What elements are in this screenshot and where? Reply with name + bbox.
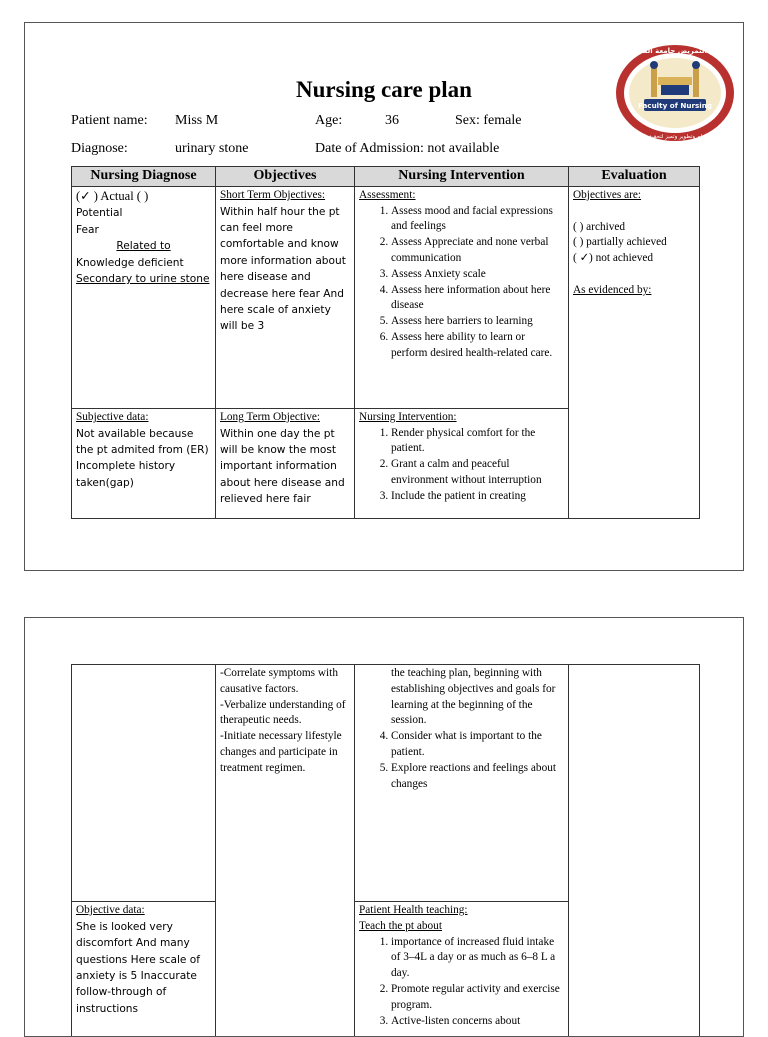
sex-text: Sex: female bbox=[455, 113, 521, 129]
intervention-continued-list bbox=[359, 729, 564, 792]
header-nursing-intervention: Nursing Intervention bbox=[355, 167, 569, 187]
evaluation-archived: ( ) archived bbox=[573, 220, 695, 236]
intervention-cell bbox=[355, 408, 569, 518]
health-teaching-item: 2. Promote regular activity and exercise program. bbox=[391, 982, 564, 1014]
health-teaching-subheading: Teach the pt about bbox=[359, 919, 564, 935]
subjective-heading: Subjective data: bbox=[76, 410, 211, 426]
objectives-cell-continued bbox=[216, 665, 355, 1037]
health-teaching-item: 3. Active-listen concerns about bbox=[391, 1014, 564, 1030]
health-teaching-list bbox=[359, 935, 564, 1030]
faculty-of-nursing-logo bbox=[614, 43, 736, 143]
assessment-item: 3. Assess Anxiety scale bbox=[391, 267, 564, 283]
assessment-item: 6. Assess here ability to learn or perform desired health-related care. bbox=[391, 330, 564, 362]
diagnose-cell-continued bbox=[72, 665, 216, 902]
subjective-text: Not available because the pt admited from (ER) Incomplete history taken(gap) bbox=[76, 426, 211, 492]
intervention-cell-continued bbox=[355, 665, 569, 902]
header-objectives: Objectives bbox=[216, 167, 355, 187]
patient-name-value: Miss M bbox=[175, 113, 218, 129]
objective-continued-item: -Verbalize understanding of therapeutic needs. bbox=[220, 698, 350, 730]
evaluation-cell-continued bbox=[569, 665, 700, 1037]
assessment-cell bbox=[355, 186, 569, 408]
objective-continued-item: -Initiate necessary lifestyle changes and participate in treatment regimen. bbox=[220, 729, 350, 776]
intervention-item: 5. Explore reactions and feelings about changes bbox=[391, 761, 564, 793]
diagnose-label: Diagnose: bbox=[71, 141, 128, 157]
assessment-list bbox=[359, 204, 564, 362]
evaluation-cell bbox=[569, 186, 700, 518]
intervention-heading: Nursing Intervention: bbox=[359, 410, 564, 426]
diagnose-fear: Fear bbox=[76, 222, 211, 238]
document-page-2 bbox=[24, 617, 744, 1037]
evidenced-by: As evidenced by: bbox=[573, 283, 695, 299]
objective-continued-item: -Correlate symptoms with causative factors. bbox=[220, 666, 350, 698]
long-term-cell bbox=[216, 408, 355, 518]
evaluation-partially: ( ) partially achieved bbox=[573, 235, 695, 251]
health-teaching-item: 1. importance of increased fluid intake of 3–4L a day or as much as 6–8 L a day. bbox=[391, 935, 564, 982]
age-value: 36 bbox=[385, 113, 399, 129]
short-term-heading: Short Term Objectives: bbox=[220, 188, 350, 204]
assessment-item: 2. Assess Appreciate and none verbal communication bbox=[391, 235, 564, 267]
diagnose-cell bbox=[72, 186, 216, 408]
related-to-label: Related to bbox=[76, 238, 211, 254]
objective-data-text: She is looked very discomfort And many questions Here scale of anxiety is 5 Inaccurate follow-through of instructions bbox=[76, 919, 211, 1017]
care-plan-table bbox=[71, 166, 700, 519]
intervention-item: 4. Consider what is important to the patient. bbox=[391, 729, 564, 761]
long-term-text: Within one day the pt will be know the most important information about here disease and relieved here fair bbox=[220, 426, 350, 508]
admission-date: Date of Admission: not available bbox=[315, 141, 499, 157]
document-page-1 bbox=[24, 22, 744, 571]
objective-data-heading: Objective data: bbox=[76, 903, 211, 919]
assessment-heading: Assessment: bbox=[359, 188, 564, 204]
svg-text:كلية التمريض جامعة القاهرة: كلية التمريض جامعة القاهرة bbox=[627, 47, 725, 55]
patient-name-label: Patient name: bbox=[71, 113, 148, 129]
short-term-cell bbox=[216, 186, 355, 408]
care-plan-table-continued bbox=[71, 664, 700, 1037]
health-teaching-cell bbox=[355, 902, 569, 1037]
diagnose-value: urinary stone bbox=[175, 141, 248, 157]
header-evaluation: Evaluation bbox=[569, 167, 700, 187]
assessment-item: 1. Assess mood and facial expressions and feelings bbox=[391, 204, 564, 236]
evaluation-heading: Objectives are: bbox=[573, 188, 695, 204]
intervention-list bbox=[359, 426, 564, 505]
assessment-item: 4. Assess here information about here disease bbox=[391, 283, 564, 315]
intervention-item: 3. Include the patient in creating bbox=[391, 489, 564, 505]
intervention-item: 1. Render physical comfort for the patient. bbox=[391, 426, 564, 458]
evaluation-not-achieved: ( ✓) not achieved bbox=[573, 251, 695, 267]
age-label: Age: bbox=[315, 113, 342, 129]
diagnose-potential: Potential bbox=[76, 205, 211, 221]
header-nursing-diagnose: Nursing Diagnose bbox=[72, 167, 216, 187]
svg-text:منارة علم وتطوير وتميز لتحقيق: منارة علم وتطوير وتميز لتحقيق الجودة bbox=[631, 134, 719, 140]
secondary-to: Secondary to urine stone bbox=[76, 271, 211, 287]
page-title: Nursing care plan bbox=[25, 77, 743, 103]
logo-text: Faculty of Nursing bbox=[638, 101, 712, 110]
intervention-continued-text: the teaching plan, beginning with establishing objectives and goals for learning at the beginning of the session. bbox=[359, 666, 564, 729]
subjective-cell bbox=[72, 408, 216, 518]
long-term-heading: Long Term Objective: bbox=[220, 410, 350, 426]
assessment-item: 5. Assess here barriers to learning bbox=[391, 314, 564, 330]
diagnose-knowledge: Knowledge deficient bbox=[76, 255, 211, 271]
health-teaching-heading: Patient Health teaching: bbox=[359, 903, 564, 919]
short-term-text: Within half hour the pt can feel more comfortable and know more information about here disease and decrease here fear And here scale of anxiety will be 3 bbox=[220, 204, 350, 335]
intervention-item: 2. Grant a calm and peaceful environment without interruption bbox=[391, 457, 564, 489]
diagnose-type: (✓ ) Actual ( ) bbox=[76, 188, 211, 206]
objective-data-cell bbox=[72, 902, 216, 1037]
